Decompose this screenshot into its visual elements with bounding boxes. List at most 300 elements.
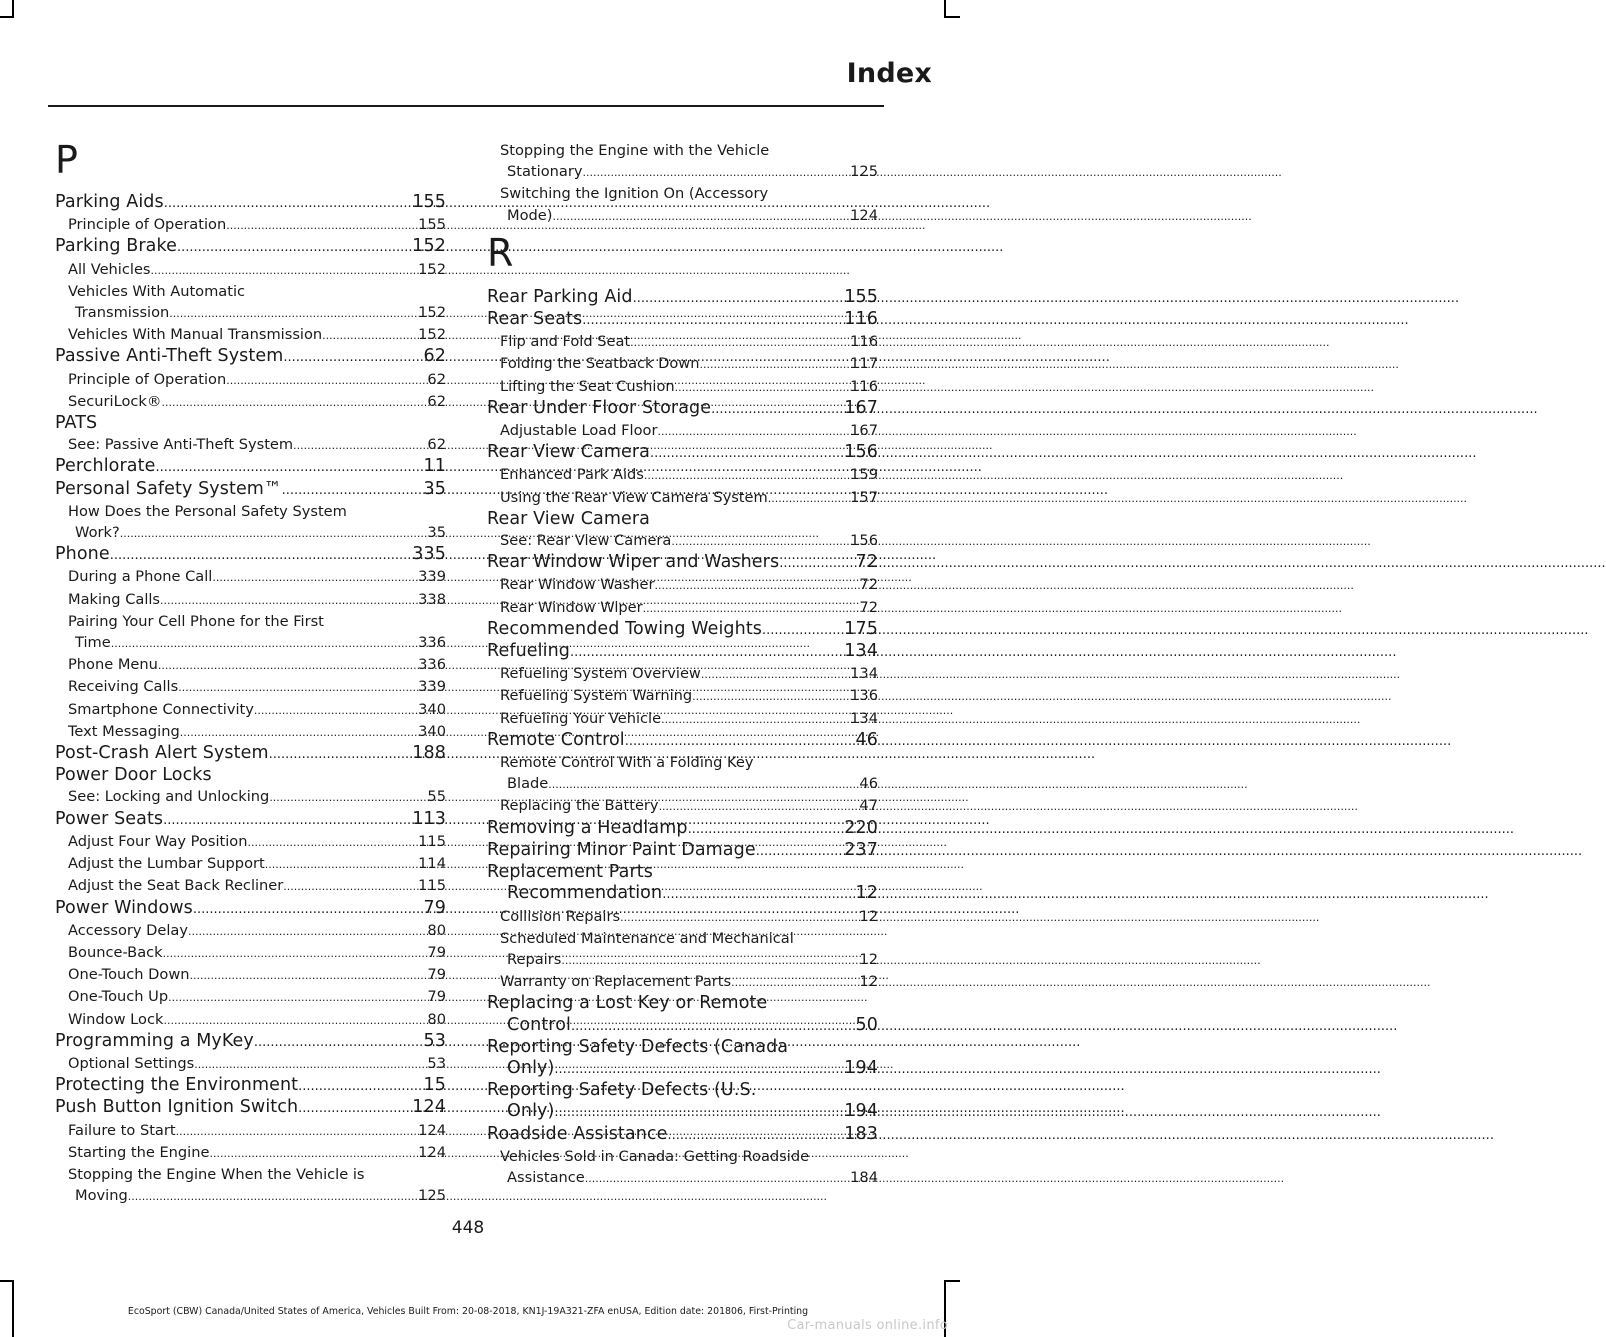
entry-text: Remote Control With a Folding Key xyxy=(500,754,754,772)
entry-line xyxy=(55,699,446,721)
entry-text: Optional Settings xyxy=(68,1054,195,1072)
page-ref: 220 xyxy=(844,817,878,838)
entry-text: Refueling System Warning xyxy=(500,687,693,705)
page-ref: 340 xyxy=(418,700,446,718)
index-entry xyxy=(55,479,446,501)
index-subentry xyxy=(487,183,878,226)
leader-dots xyxy=(164,192,413,214)
entry-line xyxy=(55,391,446,413)
index-subentry xyxy=(55,942,446,964)
page-ref: 72 xyxy=(859,598,878,616)
section-letter: R xyxy=(487,230,514,275)
page-ref: 117 xyxy=(850,355,878,373)
index-subentry xyxy=(55,786,446,808)
page-ref: 116 xyxy=(844,309,878,330)
leader-dots xyxy=(110,544,413,566)
entry-text: Perchlorate xyxy=(55,456,156,477)
entry-line xyxy=(55,1164,446,1185)
watermark: Car-manuals online.info xyxy=(787,1318,948,1333)
entry-line xyxy=(487,140,878,161)
entry-text: Stopping the Engine When the Vehicle is xyxy=(68,1165,365,1183)
entry-line xyxy=(487,574,878,596)
index-subentry xyxy=(55,589,446,611)
leader-dots xyxy=(661,708,850,730)
entry-text: Rear Seats xyxy=(487,309,583,330)
index-entry xyxy=(55,236,446,258)
entry-text: Stopping the Engine with the Vehicle xyxy=(500,142,770,159)
entry-line xyxy=(487,1124,878,1146)
leader-dots xyxy=(212,566,418,588)
page-ref: 62 xyxy=(427,436,446,454)
leader-dots xyxy=(700,353,851,375)
entry-text: Smartphone Connectivity xyxy=(68,700,254,718)
leader-dots xyxy=(655,574,860,596)
entry-text: Parking Aids xyxy=(55,192,164,212)
page-ref: 175 xyxy=(844,618,878,639)
entry-line xyxy=(55,566,446,588)
entry-text: Accessory Delay xyxy=(68,921,189,939)
leader-dots xyxy=(209,1142,418,1164)
entry-text: Vehicles With Automatic xyxy=(68,282,246,300)
entry-text: Rear View Camera xyxy=(487,442,650,463)
index-entry xyxy=(55,1097,446,1119)
leader-dots xyxy=(688,818,845,840)
entry-line xyxy=(55,743,446,765)
leader-dots xyxy=(190,964,428,986)
entry-text: Rear Under Floor Storage xyxy=(487,397,712,418)
page-ref: 152 xyxy=(418,326,446,344)
leader-dots xyxy=(667,1124,844,1146)
page-ref: 114 xyxy=(418,855,446,873)
page-ref: 339 xyxy=(418,678,446,696)
entry-line xyxy=(55,1031,446,1053)
leader-dots xyxy=(633,287,845,309)
entry-line xyxy=(55,214,446,236)
entry-text: Time xyxy=(75,634,111,652)
entry-line xyxy=(487,862,878,883)
entry-line xyxy=(487,353,878,375)
index-subentry xyxy=(487,663,878,685)
leader-dots xyxy=(161,391,427,413)
entry-text: Recommended Towing Weights xyxy=(487,618,763,639)
leader-dots xyxy=(254,1031,424,1053)
page-ref: 339 xyxy=(418,568,446,586)
entry-text: Blade xyxy=(507,775,549,793)
index-entry xyxy=(55,1031,446,1053)
page-ref: 47 xyxy=(859,797,878,815)
page-ref: 157 xyxy=(850,488,878,506)
entry-text: Folding the Seatback Down xyxy=(500,355,700,373)
page-ref: 194 xyxy=(844,1101,878,1122)
entry-text: Bounce-Back xyxy=(68,943,163,961)
leader-dots xyxy=(158,654,418,676)
leader-dots xyxy=(163,1009,427,1031)
page-ref: 125 xyxy=(850,163,878,181)
page-ref: 134 xyxy=(850,665,878,683)
entry-line xyxy=(55,369,446,391)
index-subentry xyxy=(55,566,446,588)
entry-line xyxy=(55,676,446,698)
page-ref: 116 xyxy=(850,333,878,351)
leader-dots xyxy=(650,442,844,464)
leader-dots xyxy=(762,619,844,641)
index-entry xyxy=(487,287,878,309)
index-entry xyxy=(487,840,878,862)
page-ref: 194 xyxy=(844,1057,878,1078)
entry-text: Flip and Fold Seat xyxy=(500,333,631,351)
entry-line xyxy=(55,1120,446,1142)
entry-text: Moving xyxy=(75,1187,128,1205)
entry-line xyxy=(487,906,878,928)
page-ref: 72 xyxy=(855,552,878,573)
page-ref: 155 xyxy=(412,192,446,212)
index-subentry xyxy=(55,324,446,346)
index-subentry xyxy=(55,1120,446,1142)
page-ref: 50 xyxy=(855,1014,878,1035)
entry-line xyxy=(487,287,878,309)
index-subentry xyxy=(487,1146,878,1189)
entry-text: Lifting the Seat Cushion xyxy=(500,377,675,395)
entry-text: Adjust Four Way Position xyxy=(68,832,248,850)
entry-text: Transmission xyxy=(75,304,170,322)
page-ref: 188 xyxy=(412,743,446,764)
index-subentry xyxy=(55,920,446,942)
entry-line xyxy=(487,1146,878,1167)
page-ref: 335 xyxy=(412,544,446,565)
leader-dots xyxy=(120,522,428,544)
leader-dots xyxy=(169,302,418,324)
leader-dots xyxy=(582,309,844,331)
entry-line xyxy=(55,1053,446,1075)
page-ref: 72 xyxy=(859,576,878,594)
leader-dots xyxy=(194,1053,427,1075)
page-ref: 79 xyxy=(423,897,446,918)
entry-line xyxy=(487,1037,878,1058)
entry-text: Push Button Ignition Switch xyxy=(55,1097,299,1118)
index-entry xyxy=(487,552,878,574)
index-subentry xyxy=(55,853,446,875)
index-entry xyxy=(55,544,446,566)
entry-text: See: Passive Anti-Theft System xyxy=(68,436,294,454)
index-subentry xyxy=(55,654,446,676)
entry-text: How Does the Personal Safety System xyxy=(68,502,347,520)
leader-dots xyxy=(322,324,418,346)
index-entry xyxy=(487,619,878,641)
leader-dots xyxy=(571,1015,856,1037)
index-subentry xyxy=(487,708,878,730)
index-subentry xyxy=(55,434,446,456)
entry-line xyxy=(487,1080,878,1101)
page-ref: 340 xyxy=(418,722,446,740)
leader-dots xyxy=(659,795,860,817)
entry-text: Reporting Safety Defects (Canada xyxy=(487,1036,789,1057)
entry-text: One-Touch Up xyxy=(68,988,169,1006)
entry-line xyxy=(55,721,446,743)
entry-text: Rear Window Wiper xyxy=(500,598,643,616)
entry-line xyxy=(487,331,878,353)
index-entry xyxy=(55,765,446,786)
index-subentry xyxy=(55,831,446,853)
entry-line xyxy=(487,752,878,773)
entry-text: Passive Anti-Theft System xyxy=(55,346,284,367)
index-subentry xyxy=(487,752,878,795)
page-ref: 124 xyxy=(418,1143,446,1161)
index-entry xyxy=(55,743,446,765)
index-entry xyxy=(55,192,446,214)
index-subentry xyxy=(55,501,446,544)
entry-text: Remote Control xyxy=(487,729,625,750)
leader-dots xyxy=(178,676,418,698)
page-ref: 62 xyxy=(423,346,446,367)
page-ref: 80 xyxy=(427,921,446,939)
page-ref: 152 xyxy=(418,304,446,322)
leader-dots xyxy=(226,214,418,236)
leader-dots xyxy=(293,434,427,456)
entry-line xyxy=(55,765,446,786)
entry-line xyxy=(55,632,446,654)
entry-line xyxy=(487,183,878,204)
page-ref: 134 xyxy=(850,709,878,727)
index-subentry xyxy=(55,1009,446,1031)
entry-line xyxy=(487,1058,878,1080)
header-divider xyxy=(48,105,884,107)
entry-text: Control xyxy=(507,1014,571,1035)
entry-text: Work? xyxy=(75,524,120,542)
entry-text: Enhanced Park Aids xyxy=(500,466,644,484)
entry-line xyxy=(487,487,878,509)
entry-line xyxy=(55,479,446,501)
leader-dots xyxy=(163,809,412,831)
entry-text: Warranty on Replacement Parts xyxy=(500,973,732,991)
entry-line xyxy=(55,875,446,897)
index-subentry xyxy=(487,420,878,442)
index-subentry xyxy=(55,1053,446,1075)
entry-line xyxy=(55,259,446,281)
page-ref: 237 xyxy=(844,839,878,860)
leader-dots xyxy=(265,853,418,875)
entry-line xyxy=(55,302,446,324)
entry-text: Only) xyxy=(507,1101,555,1122)
entry-line xyxy=(55,654,446,676)
leader-dots xyxy=(657,420,850,442)
entry-line xyxy=(487,993,878,1014)
entry-text: During a Phone Call xyxy=(68,568,213,586)
entry-line xyxy=(487,641,878,663)
leader-dots xyxy=(692,685,850,707)
entry-line xyxy=(487,509,878,530)
entry-line xyxy=(487,1015,878,1037)
leader-dots xyxy=(254,699,418,721)
page-title: Index xyxy=(846,58,932,89)
leader-dots xyxy=(779,552,855,574)
entry-text: Making Calls xyxy=(68,590,161,608)
index-entries-continued xyxy=(487,140,878,227)
leader-dots xyxy=(298,1097,412,1119)
entry-line xyxy=(487,464,878,486)
entry-line xyxy=(55,434,446,456)
page-ref: 80 xyxy=(427,1010,446,1028)
entry-line xyxy=(55,544,446,566)
leader-dots xyxy=(625,730,856,752)
index-entry xyxy=(487,398,878,420)
entry-line xyxy=(487,1101,878,1123)
entry-text: Refueling Your Vehicle xyxy=(500,709,662,727)
entry-line xyxy=(55,413,446,434)
index-subentry xyxy=(55,391,446,413)
leader-dots xyxy=(226,369,427,391)
leader-dots xyxy=(662,883,855,905)
page-ref: 115 xyxy=(418,832,446,850)
page-ref: 159 xyxy=(850,466,878,484)
page-ref: 62 xyxy=(427,392,446,410)
leader-dots xyxy=(151,259,419,281)
entry-line xyxy=(487,883,878,905)
entry-line xyxy=(55,1009,446,1031)
entry-line xyxy=(55,192,446,214)
entry-text: Principle of Operation xyxy=(68,370,227,388)
entry-text: Vehicles With Manual Transmission xyxy=(68,326,323,344)
page-ref: 79 xyxy=(427,943,446,961)
entry-text: Principle of Operation xyxy=(68,216,227,234)
entry-text: Rear Parking Aid xyxy=(487,286,633,307)
index-subentry xyxy=(55,721,446,743)
entry-text: Scheduled Maintenance and Mechanical xyxy=(500,929,794,947)
page-ref: 15 xyxy=(423,1075,446,1096)
leader-dots xyxy=(298,1075,423,1097)
page-ref: 336 xyxy=(418,634,446,652)
leader-dots xyxy=(711,398,844,420)
page-ref: 155 xyxy=(418,216,446,234)
leader-dots xyxy=(582,161,850,183)
leader-dots xyxy=(675,376,850,398)
leader-dots xyxy=(554,1058,844,1080)
entry-text: Protecting the Environment xyxy=(55,1075,299,1096)
index-entry xyxy=(487,818,878,840)
entry-line xyxy=(487,818,878,840)
index-subentry xyxy=(487,487,878,509)
entry-line xyxy=(487,530,878,552)
page-ref: 124 xyxy=(850,206,878,224)
index-subentry xyxy=(487,140,878,183)
page-number: 448 xyxy=(451,1218,485,1238)
page-ref: 152 xyxy=(412,236,446,257)
index-subentry xyxy=(55,1142,446,1164)
entry-text: Removing a Headlamp xyxy=(487,817,688,838)
entry-text: Refueling System Overview xyxy=(500,665,701,683)
leader-dots xyxy=(620,906,859,928)
entry-text: All Vehicles xyxy=(68,260,151,278)
index-entry xyxy=(487,509,878,530)
index-subentry xyxy=(55,986,446,1008)
index-subentry xyxy=(55,1164,446,1207)
index-subentry xyxy=(487,971,878,993)
entry-line xyxy=(487,928,878,949)
index-entry xyxy=(487,1037,878,1080)
index-subentry xyxy=(55,611,446,654)
leader-dots xyxy=(283,875,418,897)
entry-text: Starting the Engine xyxy=(68,1143,210,1161)
index-entry xyxy=(487,1080,878,1123)
entry-text: Repairing Minor Paint Damage xyxy=(487,839,756,860)
leader-dots xyxy=(269,786,427,808)
page-ref: 125 xyxy=(418,1187,446,1205)
page-ref: 184 xyxy=(850,1168,878,1186)
leader-dots xyxy=(128,1185,418,1207)
index-column-right xyxy=(487,140,878,1189)
index-entry xyxy=(487,1124,878,1146)
entry-text: One-Touch Down xyxy=(68,966,190,984)
index-entry xyxy=(55,456,446,478)
entry-text: Stationary xyxy=(507,163,583,181)
leader-dots xyxy=(160,589,418,611)
page-ref: 115 xyxy=(418,877,446,895)
leader-dots xyxy=(176,1120,419,1142)
entry-line xyxy=(55,324,446,346)
page-ref: 136 xyxy=(850,687,878,705)
index-subentry xyxy=(487,353,878,375)
entry-line xyxy=(487,309,878,331)
entry-line xyxy=(55,589,446,611)
leader-dots xyxy=(163,942,428,964)
index-subentry xyxy=(487,331,878,353)
entry-text: Receiving Calls xyxy=(68,678,179,696)
index-entry xyxy=(55,1075,446,1097)
entry-text: Rear Window Wiper and Washers xyxy=(487,552,780,573)
entry-text: Programming a MyKey xyxy=(55,1030,254,1051)
leader-dots xyxy=(561,949,859,971)
entry-text: Replacing a Lost Key or Remote xyxy=(487,993,768,1014)
entry-line xyxy=(55,942,446,964)
entry-line xyxy=(487,730,878,752)
entry-text: Rear Window Washer xyxy=(500,576,655,594)
entry-text: Pairing Your Cell Phone for the First xyxy=(68,612,324,630)
crop-mark xyxy=(944,16,960,18)
page-ref: 124 xyxy=(412,1097,446,1118)
page-ref: 124 xyxy=(418,1121,446,1139)
leader-dots xyxy=(643,597,860,619)
entry-line xyxy=(487,442,878,464)
page-ref: 46 xyxy=(855,729,878,750)
leader-dots xyxy=(193,898,424,920)
index-entry xyxy=(487,309,878,331)
entry-line xyxy=(55,831,446,853)
entry-line xyxy=(487,161,878,183)
leader-dots xyxy=(644,464,850,486)
entry-text: Power Door Locks xyxy=(55,765,212,786)
leader-dots xyxy=(177,236,412,258)
page-ref: 167 xyxy=(844,397,878,418)
entry-line xyxy=(55,986,446,1008)
index-entry xyxy=(55,346,446,368)
page-ref: 134 xyxy=(844,641,878,662)
entry-text: Repairs xyxy=(507,950,562,968)
page-ref: 12 xyxy=(855,883,878,904)
entry-line xyxy=(487,685,878,707)
index-subentry xyxy=(487,530,878,552)
page-ref: 11 xyxy=(423,456,446,477)
entry-line xyxy=(55,964,446,986)
entry-text: Assistance xyxy=(507,1168,585,1186)
leader-dots xyxy=(768,487,850,509)
page-ref: 12 xyxy=(859,950,878,968)
entry-text: Adjustable Load Floor xyxy=(500,422,658,440)
page-ref: 55 xyxy=(427,788,446,806)
entry-line xyxy=(487,663,878,685)
entry-line xyxy=(55,281,446,302)
entry-line xyxy=(487,619,878,641)
entry-text: Power Seats xyxy=(55,808,164,829)
entry-line xyxy=(55,1142,446,1164)
